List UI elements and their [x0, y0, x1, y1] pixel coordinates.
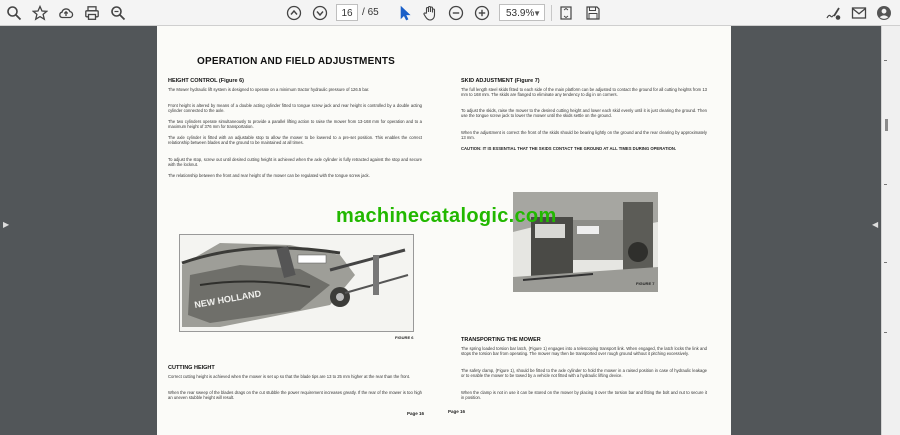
paragraph: The full length steel skids fitted to each side of the main platform can be adjusted to contact the ground for all cutting heights from 13 mm to 168 mm. The skids are flanged to eliminate any tendency to dig in on corners. — [461, 87, 707, 98]
paragraph: To adjust the stop, screw out until desired cutting height is achieved when the axle cylinder is fully retracted against the stop and secure with the locknut. — [168, 157, 422, 168]
page-separator: / — [362, 7, 365, 18]
section-heading-transporting: TRANSPORTING THE MOWER — [461, 337, 541, 343]
page-total: 65 — [367, 7, 379, 18]
figure-brand-label: NEW HOLLAND — [193, 288, 262, 310]
paragraph: The axle cylinder is fitted with an adjustable stop to allow the mower to be lowered to a pre-set position. This enables the correct relationship between blades and the ground to be maintained at all times. — [168, 135, 422, 146]
fit-page-icon[interactable] — [556, 3, 576, 23]
hand-pan-icon[interactable] — [420, 3, 440, 23]
zoom-level-value: 53.9% — [506, 8, 535, 19]
page-number-input[interactable]: 16 — [336, 4, 358, 21]
paragraph: The relationship between the front and rear height of the mower can be regulated with the tongue screw jack. — [168, 173, 370, 178]
zoom-out-icon[interactable] — [446, 3, 466, 23]
scrollbar-thumb[interactable] — [885, 119, 888, 131]
pdf-toolbar — [0, 0, 900, 26]
caution-text: CAUTION: IT IS ESSENTIAL THAT THE SKIDS CONTACT THE GROUND AT ALL TIMES DURING OPERATION. — [461, 146, 677, 151]
paragraph: When the adjustment is correct the front of the skids should be bearing lightly on the ground and the rear clearing by approximately 13 mm. — [461, 130, 707, 141]
page-number-label: Page 16 — [407, 411, 425, 416]
search-icon[interactable] — [4, 3, 24, 23]
account-icon[interactable] — [874, 3, 894, 23]
zoom-in-icon[interactable] — [472, 3, 492, 23]
chevron-down-icon: ▼ — [533, 9, 541, 18]
expand-right-icon[interactable]: ◀ — [872, 220, 879, 229]
scrollbar-marker — [884, 332, 887, 333]
zoom-search-icon[interactable] — [108, 3, 128, 23]
paragraph: When the clamp is not in use it can be stored on the mower by placing it over the torsion bar and fitting the bolt and nut to secure it in position. — [461, 390, 707, 401]
mail-icon[interactable] — [849, 3, 869, 23]
figure-6-mower-illustration — [179, 234, 414, 332]
zoom-level-select[interactable] — [499, 4, 545, 21]
page-up-icon[interactable] — [284, 3, 304, 23]
sign-icon[interactable] — [823, 3, 843, 23]
scrollbar-marker — [884, 184, 887, 185]
upload-cloud-icon[interactable] — [56, 3, 76, 23]
vertical-scrollbar[interactable] — [881, 26, 900, 435]
section-heading-skid-adjustment: SKID ADJUSTMENT (Figure 7) — [461, 78, 540, 84]
bookmark-star-icon[interactable] — [30, 3, 50, 23]
section-heading-height-control: HEIGHT CONTROL (Figure 6) — [168, 78, 244, 84]
paragraph: The Mower hydraulic lift system is designed to operate on a minimum tractor hydraulic pressure of 126.5 bar. — [168, 87, 370, 92]
scrollbar-marker — [884, 262, 887, 263]
print-icon[interactable] — [82, 3, 102, 23]
page-count — [362, 7, 379, 18]
paragraph: The spring loaded torsion bar latch, (Figure 1) engages into a telescoping transport link. When engaged, the latch locks the link and stops the torsion bar from operating. The mower may then be transported over rough ground without it pitching excessively. — [461, 346, 707, 357]
watermark-text: machinecatalogic.com — [336, 205, 557, 227]
pdf-page-right — [444, 26, 731, 435]
page-number-label: Page 16 — [448, 409, 466, 414]
paragraph: Front height is altered by means of a double acting cylinder fitted to tongue screw jack and rear height is controlled by a double acting cylinder connected to the axle. — [168, 103, 422, 114]
page-title: OPERATION AND FIELD ADJUSTMENTS — [197, 56, 396, 67]
paragraph: The two cylinders operate simultaneously to provide a parallel lifting action to raise the mower from 13-168 mm for operation and to a maximum height of 376 mm for transportation. — [168, 119, 422, 130]
save-icon[interactable] — [583, 3, 603, 23]
scrollbar-marker — [884, 60, 887, 61]
paragraph: When the rear sweep of the blades drags on the cut stubble the power requirement increases greatly. If the rear of the mower is too high an uneven stubble height will result. — [168, 390, 422, 401]
figure-caption: FIGURE 7 — [636, 281, 655, 286]
expand-left-icon[interactable]: ▶ — [3, 220, 10, 229]
select-pointer-icon[interactable] — [395, 3, 415, 23]
paragraph: The safety clamp, (Figure 1), should be fitted to the axle cylinder to hold the mower in a raised position in case of hydraulic leakage or to enable the mower to be towed by a vehicle not fitted with a hydraulic lifting device. — [461, 368, 707, 379]
figure-caption: FIGURE 6 — [395, 335, 414, 340]
paragraph: To adjust the skids, raise the mower to the desired cutting height and lower each skid evenly until it is just clearing the ground. Then use the tongue screw jack to lower the mower until the skids settle on the ground. — [461, 108, 707, 119]
paragraph: Correct cutting height is achieved when the mower is set up so that the blade tips are 13 to 25 mm higher at the rear than the front. — [168, 374, 411, 379]
page-down-icon[interactable] — [310, 3, 330, 23]
toolbar-divider — [551, 5, 552, 21]
pdf-page-left — [157, 26, 444, 435]
section-heading-cutting-height: CUTTING HEIGHT — [168, 365, 215, 371]
